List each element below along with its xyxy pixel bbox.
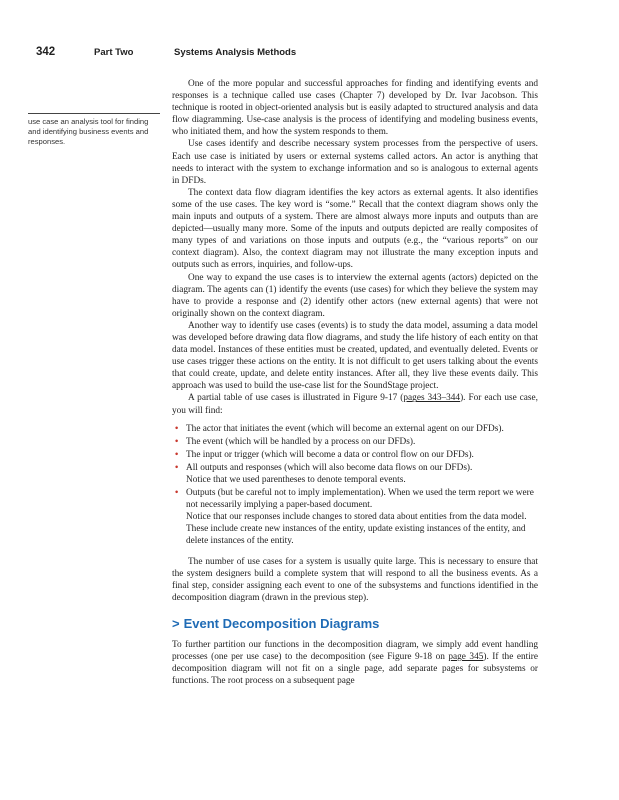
final-paragraph — [172, 639, 538, 687]
use-case-bullet-list — [172, 423, 538, 548]
paragraph: Use cases identify and describe necessary system processes from the perspective of users. Each use case is initiated by users or external systems called actors. An actor is anything that needs to interact with the system to exchange information and so is analogous to external agents in DFDs. — [172, 139, 538, 186]
final-paragraph-before: To further partition our functions in the decomposition diagram, we simply add event handling processes (one per use case) to the decomposition (see Figure 9-18 on — [172, 640, 538, 663]
part-label: Part Two — [94, 47, 134, 58]
bullet-dot-icon: • — [175, 449, 179, 460]
list-item — [172, 423, 538, 435]
section-heading-title: Event Decomposition Diagrams — [183, 615, 380, 631]
chevron-right-icon: > — [172, 615, 180, 631]
bullet-dot-icon: • — [175, 462, 179, 473]
table-intro-after: ). For each use case, you will find: — [172, 393, 538, 416]
bullet-dot-icon: • — [175, 488, 179, 499]
bullet-dot-icon: • — [175, 423, 179, 434]
bullet-text: The event (which will be handled by a process on our DFDs). — [186, 436, 416, 447]
margin-term: use case — [28, 117, 59, 126]
body-text — [172, 78, 538, 687]
page-number: 342 — [36, 46, 56, 58]
pages-link[interactable]: pages 343–344 — [403, 393, 461, 404]
list-item — [172, 436, 538, 448]
paragraph: One way to expand the use cases is to interview the external agents (actors) depicted on the diagram. The agents can (1) identify the events (use cases) for which they believe the system may have to provide a response and (2) identify other actors (new external agents) that were not originally shown on the context diagram. — [172, 272, 538, 319]
section-label: Systems Analysis Methods — [174, 47, 297, 58]
margin-definition-text: an analysis tool for finding and identifying business events and responses. — [28, 117, 149, 146]
running-header — [36, 46, 596, 62]
table-intro-before: A partial table of use cases is illustrated in Figure 9-17 ( — [188, 393, 404, 404]
paragraph: Another way to identify use cases (events) is to study the data model, assuming a data model was developed before drawing data flow diagrams, and study the life history of each entity on that data model. Instances of these entities must be created, updated, and eventually deleted. Events or use cases trigger these actions on the entity. It is not difficult to get users talking about the events that could create, update, and delete entity instances. After all, they live these events daily. This approach was used to build the use-case list for the SoundStage project. — [172, 320, 538, 392]
bullet-note: Notice that our responses include changes to stored data about entities from the data model. These include create new instances of the entity, update existing instances of the entity, and delete instances of the entity. — [186, 512, 527, 547]
bullet-text: Outputs (but be careful not to imply implementation). When we used the term report we were not necessarily implying a paper-based document. — [186, 488, 534, 511]
closing-paragraph: The number of use cases for a system is usually quite large. This is necessary to ensure that the system designers build a complete system that will respond to all the business events. As a final step, consider assigning each event to one of the subsystems and functions identified in the decomposition diagram (drawn in the previous step). — [172, 556, 538, 603]
list-item — [172, 487, 538, 547]
paragraph: One of the more popular and successful approaches for finding and identifying events and responses is a technique called use cases (Chapter 7) developed by Dr. Ivar Jacobson. This technique is rooted in object-oriented analysis but is easily adapted to structured analysis and data flow diagramming. Use-case analysis is the process of identifying and modeling business events, who initiated them, and how the system responds to them. — [172, 79, 538, 138]
bullet-text: The actor that initiates the event (which will become an external agent on our DFDs). — [186, 423, 504, 434]
paragraph-table-intro — [172, 392, 538, 416]
final-paragraph-after: ). If the entire decomposition diagram will not fit on a single page, add separate pages for subsystems or functions. The root process on a subsequent page — [172, 652, 538, 687]
list-item — [172, 449, 538, 461]
bullet-text: All outputs and responses (which will also become data flows on our DFDs). — [186, 462, 473, 473]
paragraph: The context data flow diagram identifies the key actors as external agents. It also identifies some of the use cases. The key word is “some.” Recall that the context diagram shows only the main inputs and outputs of a system. There are almost always more inputs and outputs than are depicted—usually many more. Some of the inputs and outputs depicted are really composites of many types of and variations on those inputs and outputs (e.g., the “various reports” on our context diagram). Also, the context diagram may not illustrate the many exception inputs and outputs such as errors, inquiries, and follow-ups. — [172, 187, 538, 271]
page-link[interactable]: page 345 — [448, 652, 484, 663]
margin-definition — [28, 113, 160, 147]
bullet-note: Notice that we used parentheses to denote temporal events. — [186, 475, 406, 485]
list-item — [172, 462, 538, 486]
section-heading — [172, 615, 538, 631]
bullet-dot-icon: • — [175, 436, 179, 447]
bullet-text: The input or trigger (which will become a data or control flow on our DFDs). — [186, 449, 474, 460]
